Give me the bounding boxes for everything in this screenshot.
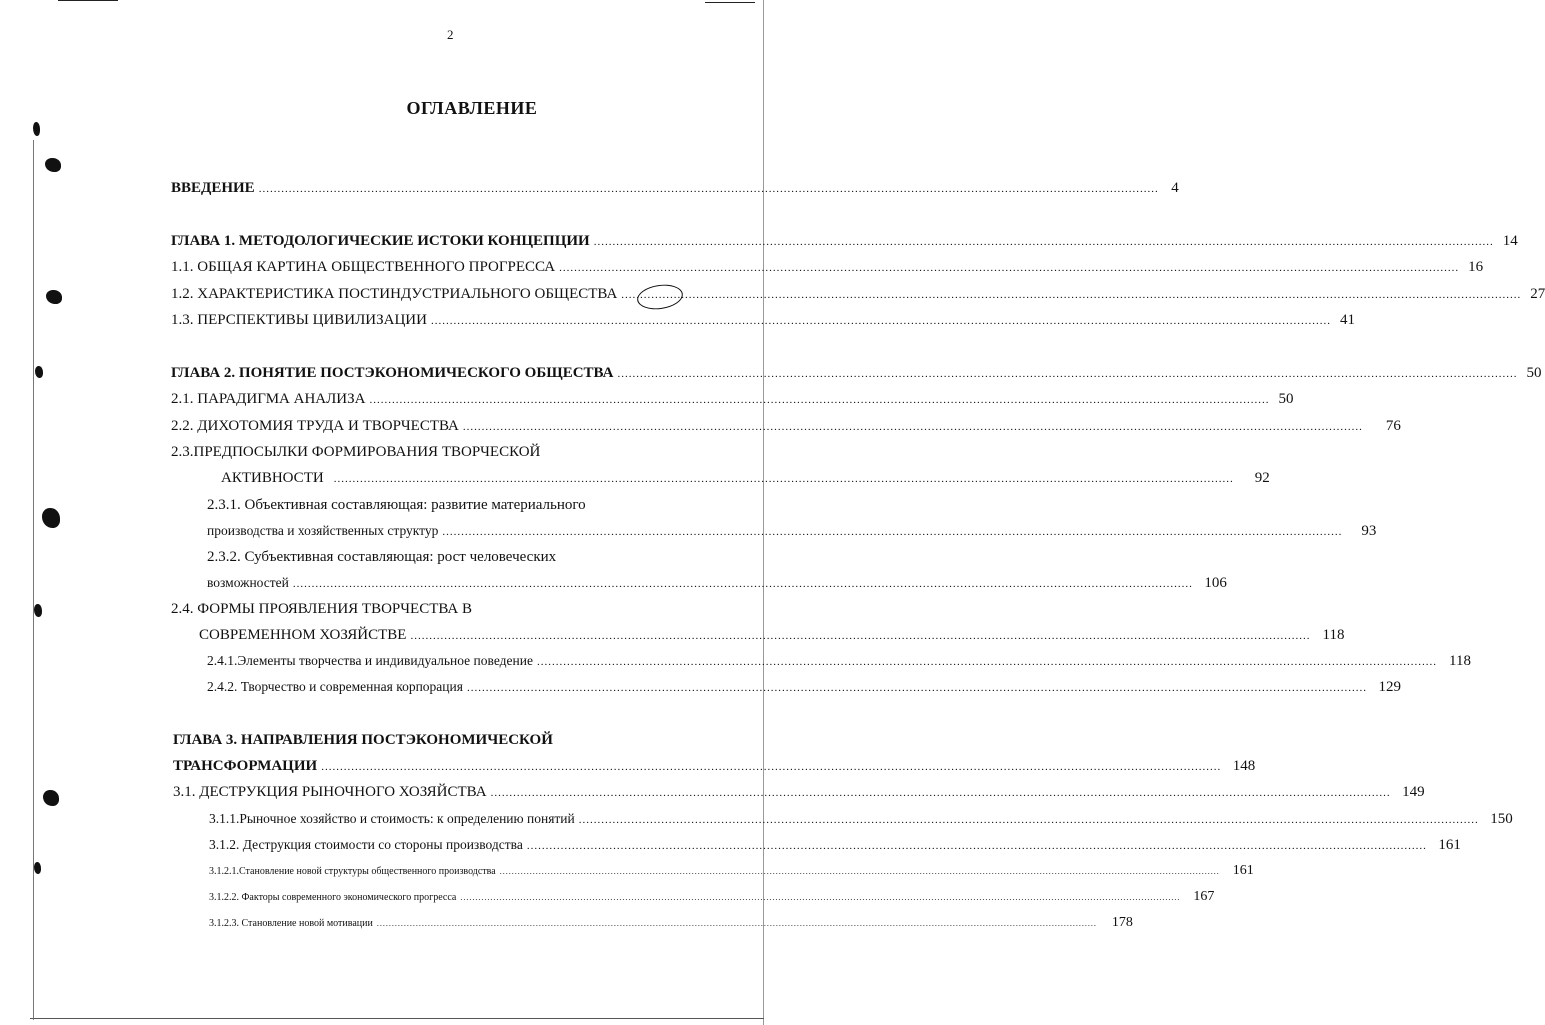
toc-page: 149 bbox=[1402, 784, 1425, 800]
toc-entry-1-3[interactable] bbox=[171, 312, 1355, 334]
toc-label: 3.1.2.3. Становление новой мотивации bbox=[209, 918, 373, 929]
toc-page: 92 bbox=[1254, 470, 1270, 486]
toc-entry-2-4-1[interactable] bbox=[207, 653, 1471, 675]
leader-dots: ................................................................................................................................................................................................................................................ bbox=[578, 814, 1479, 826]
toc-entry-1-2[interactable] bbox=[171, 286, 1545, 308]
toc-page: 148 bbox=[1232, 758, 1256, 774]
toc-page: 118 bbox=[1322, 627, 1345, 643]
toc-label: производства и хозяйственных структур bbox=[207, 523, 439, 538]
punch-mark-1 bbox=[33, 122, 40, 136]
toc-page: 129 bbox=[1378, 679, 1401, 695]
toc-label: 2.1. ПАРАДИГМА АНАЛИЗА bbox=[171, 391, 366, 407]
toc-page: 167 bbox=[1193, 889, 1215, 904]
leader-dots: ................................................................................................................................................................................................................................................ bbox=[430, 315, 1331, 327]
leader-dots: ................................................................................................................................................................................................................................................ bbox=[460, 893, 1181, 902]
toc-entry-intro[interactable] bbox=[171, 180, 1179, 202]
toc-entry-1-1[interactable] bbox=[171, 259, 1484, 281]
punch-mark-5 bbox=[42, 508, 60, 528]
toc-label: ГЛАВА 2. ПОНЯТИЕ ПОСТЭКОНОМИЧЕСКОГО ОБЩЕСТВА bbox=[171, 365, 614, 381]
toc-label: 3.1.1.Рыночное хозяйство и стоимость: к определению понятий bbox=[209, 811, 575, 826]
toc-label: АКТИВНОСТИ bbox=[221, 470, 324, 486]
leader-dots: ................................................................................................................................................................................................................................................ bbox=[536, 656, 1437, 668]
punch-mark-7 bbox=[43, 790, 59, 806]
toc-page: 4 bbox=[1171, 180, 1179, 196]
toc-page: 178 bbox=[1111, 915, 1133, 930]
toc-label: 2.4.2. Творчество и современная корпорация bbox=[207, 679, 463, 694]
toc-page: 14 bbox=[1502, 233, 1518, 249]
toc-label: 1.3. ПЕРСПЕКТИВЫ ЦИВИЛИЗАЦИИ bbox=[171, 312, 427, 328]
toc-entry-2-2[interactable] bbox=[171, 418, 1401, 440]
toc-entry-2-4-2[interactable] bbox=[207, 679, 1401, 701]
toc-label: 2.2. ДИХОТОМИЯ ТРУДА И ТВОРЧЕСТВА bbox=[171, 418, 459, 434]
scan-edge-top-right bbox=[705, 2, 755, 3]
toc-label: СОВРЕМЕННОМ ХОЗЯЙСТВЕ bbox=[199, 627, 407, 643]
toc-entry-3-1[interactable] bbox=[173, 784, 1425, 806]
leader-dots: ................................................................................................................................................................................................................................................ bbox=[369, 394, 1270, 406]
toc-entry-2-3-1[interactable] bbox=[207, 523, 1377, 545]
toc-page: 118 bbox=[1449, 653, 1471, 669]
toc-label: ВВЕДЕНИЕ bbox=[171, 180, 255, 196]
leader-dots: ................................................................................................................................................................................................................................................ bbox=[258, 183, 1159, 195]
toc-label: ГЛАВА 1. МЕТОДОЛОГИЧЕСКИЕ ИСТОКИ КОНЦЕПЦИИ bbox=[171, 233, 590, 249]
leader-dots: ................................................................................................................................................................................................................................................ bbox=[499, 867, 1220, 876]
leader-dots: ................................................................................................................................................................................................................................................ bbox=[559, 262, 1460, 274]
leader-dots: ................................................................................................................................................................................................................................................ bbox=[376, 919, 1097, 928]
toc-entry-2-3-line1[interactable]: 2.3.ПРЕДПОСЫЛКИ ФОРМИРОВАНИЯ ТВОРЧЕСКОЙ bbox=[171, 444, 541, 460]
toc-entry-3-1-1[interactable] bbox=[209, 811, 1513, 833]
toc-entry-3-1-2-3[interactable] bbox=[209, 915, 1133, 937]
scan-edge-top-left bbox=[58, 0, 118, 1]
toc-entry-chapter-3[interactable] bbox=[173, 758, 1256, 780]
punch-mark-6 bbox=[34, 604, 42, 617]
toc-entry-chapter-3-line1[interactable]: ГЛАВА 3. НАПРАВЛЕНИЯ ПОСТЭКОНОМИЧЕСКОЙ bbox=[173, 732, 553, 748]
leader-dots: ................................................................................................................................................................................................................................................ bbox=[617, 368, 1518, 380]
toc-entry-chapter-1[interactable] bbox=[171, 233, 1518, 255]
toc-entry-2-3[interactable] bbox=[221, 470, 1270, 492]
leader-dots: ................................................................................................................................................................................................................................................ bbox=[466, 682, 1367, 694]
leader-dots: ................................................................................................................................................................................................................................................ bbox=[321, 761, 1222, 773]
toc-page: 161 bbox=[1438, 837, 1461, 853]
toc-page: 50 bbox=[1278, 391, 1294, 407]
leader-dots: ................................................................................................................................................................................................................................................ bbox=[410, 630, 1311, 642]
toc-label: 1.1. ОБЩАЯ КАРТИНА ОБЩЕСТВЕННОГО ПРОГРЕССА bbox=[171, 259, 556, 275]
leader-dots: ................................................................................................................................................................................................................................................ bbox=[526, 840, 1427, 852]
page-title: ОГЛАВЛЕНИЕ bbox=[406, 98, 538, 118]
toc-page: 161 bbox=[1232, 863, 1254, 878]
toc-entry-3-1-2-2[interactable] bbox=[209, 889, 1215, 911]
toc-label: 1.2. ХАРАКТЕРИСТИКА ПОСТИНДУСТРИАЛЬНОГО ОБЩЕСТВА bbox=[171, 286, 618, 302]
toc-label: возможностей bbox=[207, 575, 289, 590]
toc-entry-3-1-2[interactable] bbox=[209, 837, 1461, 859]
toc-page: 76 bbox=[1385, 418, 1401, 434]
toc-entry-2-1[interactable] bbox=[171, 391, 1294, 413]
toc-label: 3.1.2.1.Становление новой структуры общественного производства bbox=[209, 866, 496, 877]
toc-page: 150 bbox=[1490, 811, 1513, 827]
toc-label: 2.4.1.Элементы творчества и индивидуальное поведение bbox=[207, 653, 533, 668]
toc-label: 3.1. ДЕСТРУКЦИЯ РЫНОЧНОГО ХОЗЯЙСТВА bbox=[173, 784, 487, 800]
leader-dots: ................................................................................................................................................................................................................................................ bbox=[462, 421, 1363, 433]
toc-entry-2-4[interactable] bbox=[199, 627, 1345, 649]
toc-page: 93 bbox=[1361, 523, 1377, 539]
toc-entry-chapter-2[interactable] bbox=[171, 365, 1542, 387]
toc-page: 106 bbox=[1204, 575, 1227, 591]
leader-dots: ................................................................................................................................................................................................................................................ bbox=[292, 578, 1193, 590]
leader-dots: ................................................................................................................................................................................................................................................ bbox=[593, 236, 1494, 248]
toc-entry-3-1-2-1[interactable] bbox=[209, 863, 1254, 885]
leader-dots: ................................................................................................................................................................................................................................................ bbox=[490, 787, 1391, 799]
leader-dots: ................................................................................................................................................................................................................................................ bbox=[333, 473, 1234, 485]
toc-page: 41 bbox=[1339, 312, 1355, 328]
scan-edge-bottom bbox=[30, 1018, 764, 1019]
toc-label: 3.1.2. Деструкция стоимости со стороны производства bbox=[209, 837, 523, 852]
toc-entry-2-3-2[interactable] bbox=[207, 575, 1227, 597]
leader-dots: ................................................................................................................................................................................................................................................ bbox=[621, 289, 1522, 301]
punch-mark-4 bbox=[35, 366, 43, 378]
punch-mark-3 bbox=[46, 290, 62, 304]
scan-edge-left bbox=[33, 140, 34, 1020]
toc-label: ТРАНСФОРМАЦИИ bbox=[173, 758, 318, 774]
toc-entry-2-4-line1[interactable]: 2.4. ФОРМЫ ПРОЯВЛЕНИЯ ТВОРЧЕСТВА В bbox=[171, 601, 473, 617]
punch-mark-2 bbox=[45, 158, 61, 172]
page-number: 2 bbox=[447, 27, 454, 42]
toc-page: 50 bbox=[1526, 365, 1542, 381]
toc-entry-2-3-2-line1[interactable]: 2.3.2. Субъективная составляющая: рост человеческих bbox=[207, 549, 557, 565]
punch-mark-8 bbox=[34, 862, 41, 874]
toc-label: 3.1.2.2. Факторы современного экономического прогресса bbox=[209, 892, 457, 903]
leader-dots: ................................................................................................................................................................................................................................................ bbox=[442, 526, 1343, 538]
toc-entry-2-3-1-line1[interactable]: 2.3.1. Объективная составляющая: развитие материального bbox=[207, 497, 586, 513]
toc-page: 16 bbox=[1468, 259, 1484, 275]
toc-page: 27 bbox=[1530, 286, 1545, 302]
